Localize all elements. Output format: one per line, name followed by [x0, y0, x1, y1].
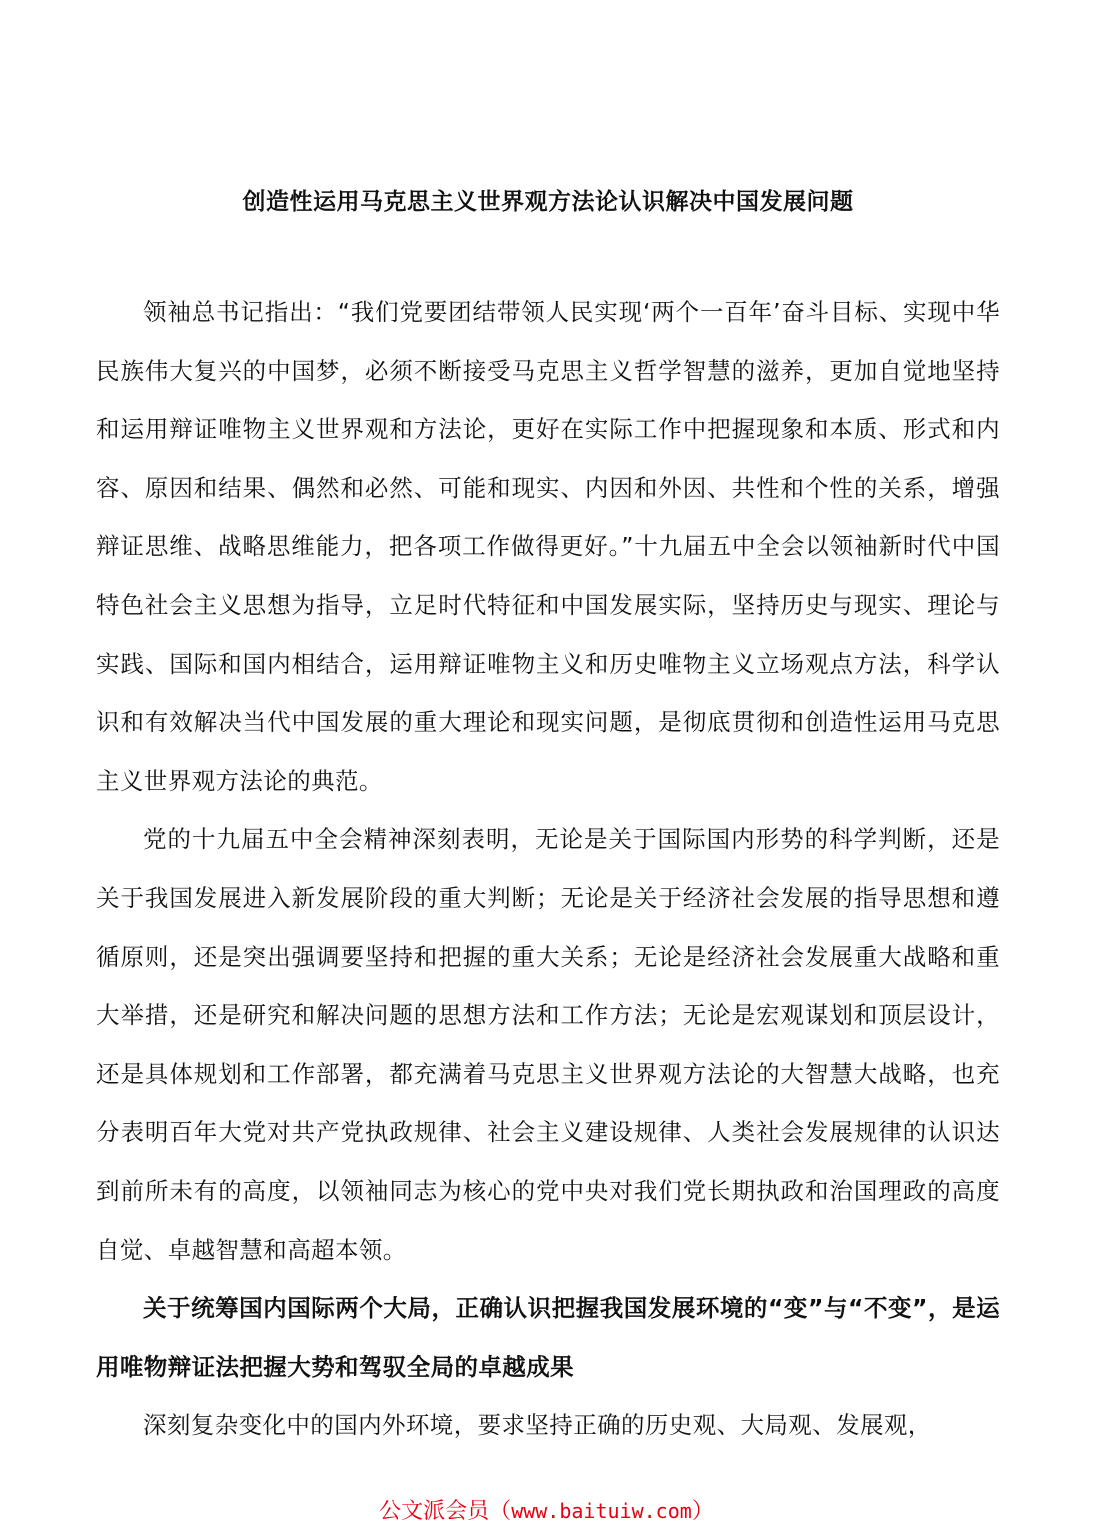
footer-label: 公文派会员: [379, 1499, 490, 1524]
footer-site-link[interactable]: www.baituiw.com: [511, 1499, 692, 1523]
footer-open-paren: （: [489, 1499, 512, 1524]
document-body: [96, 283, 1000, 1455]
section-heading: 关于统筹国内国际两个大局，正确认识把握我国发展环境的“变”与“不变”，是运用唯物辩证法把握大势和驾驭全局的卓越成果: [96, 1294, 1000, 1381]
paragraph-plenum-spirit: 党的十九届五中全会精神深刻表明，无论是关于国际国内形势的科学判断，还是关于我国发展进入新发展阶段的重大判断；无论是关于经济社会发展的指导思想和遵循原则，还是突出强调要坚持和把握的重大关系；无论是经济社会发展重大战略和重大举措，还是研究和解决问题的思想方法和工作方法；无论是宏观谋划和顶层设计，还是具体规划和工作部署，都充满着马克思主义世界观方法论的大智慧大战略，也充分表明百年大党对共产党执政规律、社会主义建设规律、人类社会发展规律的认识达到前所未有的高度，以领袖同志为核心的党中央对我们党长期执政和治国理政的高度自觉、卓越智慧和高超本领。: [96, 825, 1000, 1264]
paragraph-environment: 深刻复杂变化中的国内外环境，要求坚持正确的历史观、大局观、发展观，: [143, 1411, 932, 1440]
paragraph-quote-intro: 领袖总书记指出：“我们党要团结带领人民实现‘两个一百年’奋斗目标、实现中华民族伟大复兴的中国梦，必须不断接受马克思主义哲学智慧的滋养，更加自觉地坚持和运用辩证唯物主义世界观和方法论，更好在实际工作中把握现象和本质、形式和内容、原因和结果、偶然和必然、可能和现实、内因和外因、共性和个性的关系，增强辩证思维、战略思维能力，把各项工作做得更好。”十九届五中全会以领袖新时代中国特色社会主义思想为指导，立足时代特征和中国发展实际，坚持历史与现实、理论与实践、国际和国内相结合，运用辩证唯物主义和历史唯物主义立场观点方法，科学认识和有效解决当代中国发展的重大理论和现实问题，是彻底贯彻和创造性运用马克思主义世界观方法论的典范。: [96, 298, 1000, 795]
footer-watermark: [0, 1495, 1093, 1528]
document-title: 创造性运用马克思主义世界观方法论认识解决中国发展问题: [242, 189, 854, 215]
footer-close-paren: ）: [691, 1499, 714, 1524]
